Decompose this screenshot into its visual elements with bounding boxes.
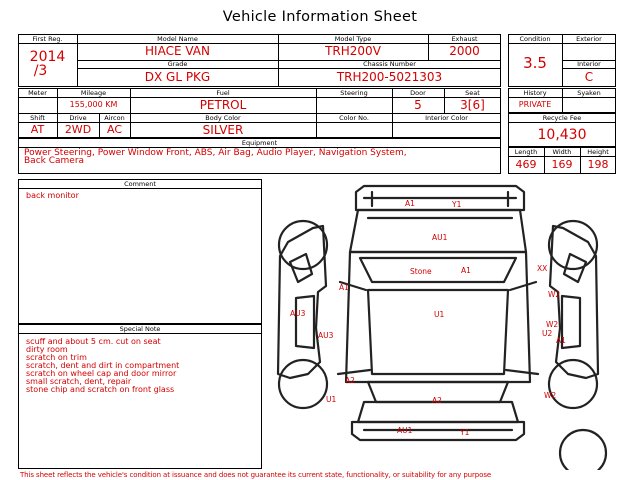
damage-mark: A2 bbox=[345, 376, 355, 385]
equipment-label: Equipment bbox=[241, 139, 278, 147]
damage-mark: A2 bbox=[432, 396, 442, 405]
comment-box bbox=[18, 179, 262, 324]
equipment-line-2: Back Camera bbox=[24, 156, 85, 166]
damage-mark: XX bbox=[537, 264, 548, 273]
height: 198 bbox=[587, 158, 609, 171]
interior-label: Interior bbox=[577, 60, 601, 68]
first-reg-label: First Reg. bbox=[32, 35, 63, 43]
special-note-line: scratch on wheel cap and door mirror bbox=[26, 369, 177, 378]
first-reg-month: /3 bbox=[33, 63, 48, 79]
length: 469 bbox=[515, 158, 537, 171]
body-color: SILVER bbox=[202, 123, 244, 137]
recycle-fee-label: Recycle Fee bbox=[542, 114, 582, 122]
width: 169 bbox=[551, 158, 573, 171]
meter-label: Meter bbox=[28, 89, 47, 97]
seat: 3[6] bbox=[460, 98, 485, 112]
seat-label: Seat bbox=[465, 89, 480, 97]
sheet-title: Vehicle Information Sheet bbox=[222, 9, 418, 25]
model-type: TRH200V bbox=[325, 44, 381, 58]
damage-mark: AU1 bbox=[397, 426, 413, 435]
special-note-label: Special Note bbox=[119, 325, 161, 333]
damage-mark: A1 bbox=[339, 283, 349, 292]
fuel-label: Fuel bbox=[216, 89, 230, 97]
exhaust-label: Exhaust bbox=[451, 35, 478, 43]
special-note-line: dirty room bbox=[26, 345, 68, 354]
special-note-line: stone chip and scratch on front glass bbox=[26, 385, 175, 394]
right-side-panel bbox=[550, 226, 598, 378]
damage-mark: W2 bbox=[544, 391, 557, 400]
condition-grade: 3.5 bbox=[523, 54, 547, 72]
interior-color-label: Interior Color bbox=[425, 114, 468, 122]
damage-mark: AU3 bbox=[290, 309, 306, 318]
grade: DX GL PKG bbox=[144, 70, 211, 84]
history-label: History bbox=[523, 89, 547, 97]
exterior-label: Exterior bbox=[576, 35, 602, 43]
first-reg-year: 2014 bbox=[29, 49, 66, 65]
length-label: Length bbox=[514, 148, 538, 156]
drive-label: Drive bbox=[69, 114, 87, 122]
mileage: 155,000 KM bbox=[69, 100, 118, 109]
chassis-label: Chassis Number bbox=[363, 60, 416, 68]
height-label: Height bbox=[587, 148, 609, 156]
special-note-line: scratch, dent and dirt in compartment bbox=[26, 361, 180, 370]
front-panel bbox=[350, 210, 526, 252]
model-name: HIACE VAN bbox=[145, 44, 210, 58]
model-type-label: Model Type bbox=[334, 35, 372, 43]
door: 5 bbox=[414, 98, 422, 112]
mileage-label: Mileage bbox=[80, 89, 107, 97]
comment-label: Comment bbox=[124, 180, 156, 188]
chassis-number: TRH200-5021303 bbox=[336, 70, 443, 84]
left-side-panel bbox=[278, 226, 326, 378]
damage-mark: Y1 bbox=[452, 200, 462, 209]
rear-right-wheel bbox=[549, 360, 597, 408]
damage-mark: Stone bbox=[410, 267, 432, 276]
aircon: AC bbox=[106, 123, 122, 136]
condition-label: Condition bbox=[519, 35, 551, 43]
windshield bbox=[360, 258, 516, 282]
fuel: PETROL bbox=[199, 98, 247, 112]
door-label: Door bbox=[410, 89, 426, 97]
history: PRIVATE bbox=[518, 100, 552, 109]
body-color-label: Body Color bbox=[205, 114, 241, 122]
damage-mark: AU1 bbox=[432, 233, 448, 242]
shift: AT bbox=[30, 123, 45, 136]
grade-label: Grade bbox=[167, 60, 188, 68]
rear-panel bbox=[358, 402, 518, 422]
damage-mark: W2 bbox=[546, 320, 559, 329]
damage-mark: A1 bbox=[556, 336, 566, 345]
special-note-line: small scratch, dent, repair bbox=[26, 377, 132, 386]
special-note-line: scratch on trim bbox=[26, 353, 87, 362]
footer-disclaimer: This sheet reflects the vehicle's condition at issuance and does not guarantee its current state, functionality, or suitability for any purpose bbox=[20, 471, 492, 479]
damage-mark: A1 bbox=[461, 266, 471, 275]
shift-label: Shift bbox=[30, 114, 45, 122]
rear-left-wheel bbox=[279, 360, 327, 408]
equipment-line-1: Power Steering, Power Window Front, ABS, Air Bag, Audio Player, Navigation System, bbox=[24, 148, 407, 158]
special-note-line: scuff and about 5 cm. cut on seat bbox=[26, 337, 161, 346]
model-name-label: Model Name bbox=[157, 35, 198, 43]
aircon-label: Aircon bbox=[104, 114, 125, 122]
comment-text: back monitor bbox=[26, 191, 79, 200]
interior-grade: C bbox=[584, 70, 594, 84]
damage-mark: A1 bbox=[405, 199, 415, 208]
color-no-label: Color No. bbox=[339, 114, 369, 122]
exhaust: 2000 bbox=[449, 44, 480, 58]
damage-mark: U1 bbox=[434, 310, 445, 319]
damage-mark: U1 bbox=[326, 395, 337, 404]
damage-mark: AU3 bbox=[318, 331, 334, 340]
damage-mark: Y1 bbox=[460, 428, 470, 437]
recycle-fee: 10,430 bbox=[537, 127, 587, 143]
syaken-label: Syaken bbox=[577, 89, 601, 97]
drive: 2WD bbox=[64, 123, 92, 136]
spare-wheel bbox=[560, 430, 606, 470]
damage-mark: U2 bbox=[542, 329, 553, 338]
damage-mark: W2 bbox=[548, 290, 561, 299]
width-label: Width bbox=[552, 148, 572, 156]
steering-label: Steering bbox=[340, 89, 368, 97]
